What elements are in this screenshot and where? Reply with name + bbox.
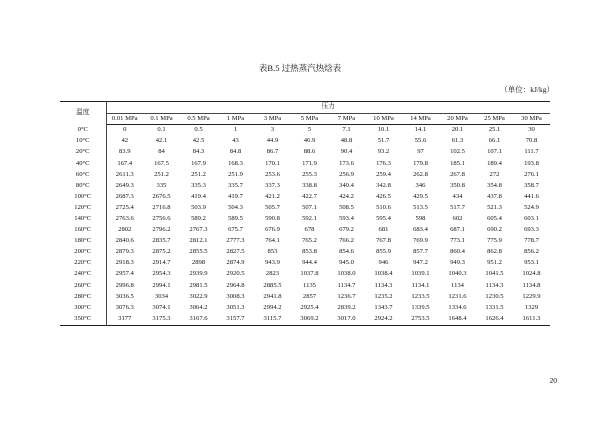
temperature-cell: 100°C: [60, 192, 106, 203]
enthalpy-cell: 504.3: [228, 203, 243, 211]
enthalpy-cell: 2957.4: [115, 270, 134, 278]
enthalpy-cell: 1040.3: [448, 270, 467, 278]
enthalpy-cell: 598: [415, 215, 426, 222]
pressure-column-header: 0.01 MPa: [106, 114, 143, 125]
enthalpy-cell: 2827.5: [226, 248, 245, 256]
enthalpy-cell: 2725.4: [115, 203, 134, 211]
enthalpy-cell: 769.9: [413, 237, 428, 245]
enthalpy-cell: 764.1: [265, 237, 280, 245]
enthalpy-cell: 42: [121, 137, 129, 145]
enthalpy-cell: 167.4: [117, 159, 133, 167]
enthalpy-cell: 2777.3: [226, 237, 245, 245]
enthalpy-cell: 590.8: [265, 215, 280, 222]
enthalpy-cell: 513.5: [413, 203, 428, 211]
pressure-column-header: 1 MPa: [217, 114, 254, 125]
enthalpy-cell: 503.9: [191, 203, 206, 211]
enthalpy-cell: 949.3: [450, 259, 465, 267]
enthalpy-cell: 589.2: [191, 215, 206, 222]
enthalpy-cell: 1134.3: [374, 281, 393, 289]
pressure-column-header: 0.5 MPa: [180, 114, 217, 125]
enthalpy-cell: 943.9: [265, 259, 280, 267]
enthalpy-cell: 1648.4: [439, 314, 476, 326]
enthalpy-cell: 2840.6: [115, 237, 134, 245]
enthalpy-cell: 267.8: [450, 170, 465, 178]
temperature-cell: 10°C: [60, 136, 106, 147]
enthalpy-cell: 524.9: [524, 203, 539, 211]
enthalpy-cell: 1343.7: [374, 303, 393, 311]
pressure-columns-row: [60, 114, 550, 125]
pressure-column-header: 14 MPa: [402, 114, 439, 125]
enthalpy-cell: 1: [233, 126, 238, 134]
enthalpy-cell: 170.1: [265, 159, 280, 167]
enthalpy-cell: 2918.3: [115, 259, 134, 267]
enthalpy-cell: 3034: [154, 292, 169, 300]
enthalpy-cell: 1039.1: [411, 270, 430, 278]
enthalpy-cell: 1230.5: [485, 292, 504, 300]
enthalpy-cell: 262.8: [413, 170, 428, 178]
enthalpy-cell: 595.4: [376, 215, 391, 222]
enthalpy-cell: 589.5: [228, 215, 243, 222]
table-row: [60, 214, 550, 225]
temperature-cell: 0°C: [60, 125, 106, 137]
enthalpy-cell: 422.7: [302, 192, 317, 200]
enthalpy-cell: 2954.3: [152, 270, 171, 278]
enthalpy-cell: 862.8: [487, 248, 502, 256]
enthalpy-cell: 193.8: [524, 159, 539, 167]
enthalpy-cell: 3076.3: [115, 303, 134, 311]
enthalpy-cell: 508.5: [339, 203, 354, 211]
enthalpy-cell: 337.3: [265, 181, 280, 189]
enthalpy-cell: 2839.2: [337, 303, 356, 311]
enthalpy-cell: 2914.7: [152, 259, 171, 267]
enthalpy-cell: 2964.8: [226, 281, 245, 289]
enthalpy-cell: 2996.8: [115, 281, 134, 289]
enthalpy-cell: 102.5: [450, 148, 465, 156]
enthalpy-cell: 2924.2: [365, 314, 402, 326]
enthalpy-cell: 2812.1: [189, 237, 208, 245]
enthalpy-cell: 855.9: [376, 248, 391, 256]
enthalpy-cell: 1229.9: [522, 292, 541, 300]
enthalpy-cell: 2767.3: [189, 226, 208, 234]
enthalpy-cell: 434: [452, 192, 463, 200]
enthalpy-cell: 2835.7: [152, 237, 171, 245]
enthalpy-cell: 358.7: [524, 181, 539, 189]
enthalpy-cell: 603.1: [524, 215, 539, 222]
enthalpy-cell: 176.3: [376, 159, 391, 167]
enthalpy-cell: 592.1: [302, 215, 317, 222]
enthalpy-cell: 338.8: [302, 181, 317, 189]
enthalpy-cell: 2676.5: [152, 192, 171, 200]
enthalpy-cell: 687.1: [450, 226, 465, 234]
enthalpy-cell: 953.1: [524, 259, 539, 267]
enthalpy-cell: 25.1: [488, 126, 501, 134]
enthalpy-cell: 2925.4: [300, 303, 319, 311]
enthalpy-cell: 255.3: [302, 170, 317, 178]
enthalpy-cell: 853: [267, 248, 278, 256]
enthalpy-cell: 593.4: [339, 215, 354, 222]
enthalpy-cell: 1331.5: [485, 303, 504, 311]
table-row: [60, 247, 550, 258]
enthalpy-cell: 66.1: [488, 137, 501, 145]
table-row: [60, 236, 550, 247]
enthalpy-cell: 83.9: [118, 148, 131, 156]
enthalpy-cell: 1135: [303, 281, 316, 289]
temperature-cell: 240°C: [60, 269, 106, 280]
enthalpy-cell: 2823: [265, 270, 280, 278]
pressure-column-header: 5 MPa: [291, 114, 328, 125]
enthalpy-cell: 517.7: [450, 203, 465, 211]
enthalpy-cell: 46.9: [303, 137, 316, 145]
enthalpy-cell: 1339.5: [411, 303, 430, 311]
enthalpy-cell: 1134.7: [337, 281, 356, 289]
table-row: [60, 158, 550, 169]
enthalpy-cell: 429.5: [413, 192, 428, 200]
temperature-cell: 260°C: [60, 280, 106, 291]
table-row: [60, 258, 550, 269]
enthalpy-cell: 419.4: [191, 192, 206, 200]
enthalpy-cell: 1037.8: [300, 270, 319, 278]
enthalpy-cell: 602: [452, 215, 463, 222]
temperature-cell: 180°C: [60, 236, 106, 247]
enthalpy-cell: 675.7: [228, 226, 243, 234]
steam-enthalpy-table: [60, 101, 550, 326]
enthalpy-cell: 3: [270, 126, 275, 134]
enthalpy-cell: 256.9: [339, 170, 354, 178]
table-row: [60, 314, 550, 326]
enthalpy-cell: 1329: [524, 303, 539, 311]
enthalpy-cell: 86.7: [266, 148, 279, 156]
table-row: [60, 203, 550, 214]
pressure-column-header: 20 MPa: [439, 114, 476, 125]
enthalpy-cell: 1041.5: [485, 270, 504, 278]
enthalpy-cell: 766.2: [339, 237, 354, 245]
enthalpy-cell: 2611.3: [115, 170, 134, 178]
pressure-column-header: 7 MPa: [328, 114, 365, 125]
enthalpy-cell: 185.1: [450, 159, 465, 167]
enthalpy-cell: 505.7: [265, 203, 280, 211]
enthalpy-cell: 7.1: [342, 126, 351, 134]
enthalpy-cell: 1236.7: [337, 292, 356, 300]
enthalpy-cell: 111.7: [524, 148, 539, 156]
enthalpy-cell: 1134.3: [485, 281, 504, 289]
enthalpy-cell: 43: [232, 137, 239, 145]
enthalpy-cell: 426.5: [376, 192, 391, 200]
enthalpy-cell: 2885.5: [263, 281, 282, 289]
enthalpy-cell: 48.8: [340, 137, 353, 145]
enthalpy-cell: 0: [123, 126, 127, 134]
pressure-column-header: 30 MPa: [513, 114, 550, 125]
enthalpy-cell: 510.6: [376, 203, 391, 211]
enthalpy-cell: 42.1: [155, 137, 168, 145]
enthalpy-cell: 775.9: [487, 237, 502, 245]
enthalpy-cell: 419.7: [228, 192, 243, 200]
temperature-header: 温度: [60, 102, 106, 125]
temperature-cell: 160°C: [60, 225, 106, 236]
enthalpy-cell: 2687.3: [115, 192, 134, 200]
enthalpy-cell: 179.8: [413, 159, 428, 167]
enthalpy-cell: 521.3: [487, 203, 502, 211]
enthalpy-cell: 2994.1: [152, 281, 171, 289]
enthalpy-cell: 3036.5: [115, 292, 134, 300]
enthalpy-cell: 857.7: [413, 248, 428, 256]
enthalpy-cell: 678: [304, 226, 315, 234]
table-row: [60, 225, 550, 236]
enthalpy-cell: 2763.6: [115, 215, 134, 222]
enthalpy-cell: 3175.3: [143, 314, 180, 326]
temperature-cell: 220°C: [60, 258, 106, 269]
enthalpy-cell: 2756.6: [152, 215, 171, 222]
enthalpy-cell: 20.1: [451, 126, 464, 134]
enthalpy-cell: 2649.3: [115, 181, 134, 189]
enthalpy-cell: 2716.8: [152, 203, 171, 211]
enthalpy-cell: 421.2: [265, 192, 280, 200]
enthalpy-cell: 3177: [106, 314, 143, 326]
enthalpy-cell: 167.5: [154, 159, 169, 167]
enthalpy-cell: 679.2: [339, 226, 354, 234]
enthalpy-cell: 765.2: [302, 237, 317, 245]
temperature-cell: 140°C: [60, 214, 106, 225]
enthalpy-cell: 3157.7: [217, 314, 254, 326]
enthalpy-cell: 3051.3: [226, 303, 245, 311]
temperature-cell: 120°C: [60, 203, 106, 214]
enthalpy-cell: 44.9: [266, 137, 279, 145]
table-row: [60, 269, 550, 280]
enthalpy-cell: 1334.6: [448, 303, 467, 311]
enthalpy-cell: 605.4: [487, 215, 502, 222]
enthalpy-cell: 107.1: [487, 148, 502, 156]
enthalpy-cell: 251.2: [154, 170, 169, 178]
pressure-header: 压力: [106, 102, 550, 114]
temperature-cell: 60°C: [60, 169, 106, 180]
temperature-cell: 80°C: [60, 180, 106, 191]
enthalpy-cell: 340.4: [339, 181, 354, 189]
table-row: [60, 136, 550, 147]
enthalpy-cell: 2941.8: [263, 292, 282, 300]
table-row: [60, 303, 550, 314]
enthalpy-cell: 1611.3: [513, 314, 550, 326]
enthalpy-cell: 1134.1: [411, 281, 430, 289]
enthalpy-cell: 3008.3: [226, 292, 245, 300]
enthalpy-cell: 1231.6: [448, 292, 467, 300]
enthalpy-cell: 683.4: [413, 226, 428, 234]
enthalpy-cell: 3074.1: [152, 303, 171, 311]
enthalpy-cell: 441.6: [524, 192, 539, 200]
table-row: [60, 291, 550, 302]
enthalpy-cell: 10.1: [377, 126, 390, 134]
enthalpy-cell: 90.4: [340, 148, 353, 156]
temperature-cell: 40°C: [60, 158, 106, 169]
enthalpy-cell: 3115.7: [254, 314, 291, 326]
table-row: [60, 180, 550, 191]
temperature-cell: 350°C: [60, 314, 106, 326]
enthalpy-cell: 51.7: [377, 137, 390, 145]
unit-label: （单位：kJ/kg）: [500, 85, 554, 94]
enthalpy-cell: 342.8: [376, 181, 391, 189]
enthalpy-cell: 1235.2: [374, 292, 393, 300]
enthalpy-cell: 2879.3: [115, 248, 134, 256]
enthalpy-cell: 14.1: [414, 126, 427, 134]
page-number: 20: [549, 376, 557, 385]
enthalpy-cell: 335.3: [191, 181, 206, 189]
enthalpy-cell: 947.2: [413, 259, 428, 267]
enthalpy-cell: 2920.5: [226, 270, 245, 278]
enthalpy-cell: 944.4: [302, 259, 317, 267]
enthalpy-cell: 251.9: [228, 170, 243, 178]
enthalpy-cell: 272: [489, 170, 500, 178]
table-title: 表B.5 过热蒸汽热焓表: [258, 63, 342, 73]
enthalpy-cell: 335.7: [228, 181, 243, 189]
enthalpy-cell: 3167.6: [180, 314, 217, 326]
enthalpy-cell: 5: [307, 126, 312, 134]
temperature-cell: 300°C: [60, 303, 106, 314]
enthalpy-cell: 778.7: [524, 237, 539, 245]
enthalpy-cell: 0.1: [157, 126, 166, 134]
table-row: [60, 169, 550, 180]
enthalpy-cell: 2994.2: [263, 303, 282, 311]
enthalpy-cell: 84: [158, 148, 165, 156]
enthalpy-cell: 3022.9: [189, 292, 208, 300]
enthalpy-cell: 61.3: [451, 137, 464, 145]
enthalpy-cell: 2898: [191, 259, 206, 267]
enthalpy-cell: 168.3: [228, 159, 243, 167]
enthalpy-cell: 93.2: [377, 148, 390, 156]
pressure-column-header: 3 MPa: [254, 114, 291, 125]
enthalpy-cell: 773.1: [450, 237, 465, 245]
enthalpy-cell: 2753.5: [402, 314, 439, 326]
pressure-column-header: 25 MPa: [476, 114, 513, 125]
enthalpy-cell: 259.4: [376, 170, 391, 178]
temperature-cell: 280°C: [60, 291, 106, 302]
enthalpy-cell: 0.5: [194, 126, 203, 134]
enthalpy-cell: 507.1: [302, 203, 317, 211]
enthalpy-cell: 2857: [302, 292, 317, 300]
enthalpy-cell: 681: [378, 226, 389, 234]
enthalpy-cell: 945.0: [339, 259, 354, 267]
enthalpy-cell: 2875.2: [152, 248, 171, 256]
enthalpy-cell: 1024.8: [522, 270, 541, 278]
enthalpy-cell: 693.3: [524, 226, 539, 234]
enthalpy-cell: 171.9: [302, 159, 317, 167]
enthalpy-cell: 354.8: [487, 181, 502, 189]
enthalpy-cell: 84.3: [192, 148, 205, 156]
table-row: [60, 147, 550, 158]
enthalpy-cell: 2802: [118, 226, 132, 234]
enthalpy-cell: 1134: [451, 281, 464, 289]
enthalpy-cell: 1233.5: [411, 292, 430, 300]
enthalpy-cell: 253.6: [265, 170, 280, 178]
enthalpy-cell: 173.6: [339, 159, 354, 167]
enthalpy-cell: 276.1: [524, 170, 539, 178]
enthalpy-cell: 676.9: [265, 226, 280, 234]
enthalpy-cell: 690.2: [487, 226, 502, 234]
enthalpy-cell: 167.9: [191, 159, 206, 167]
enthalpy-cell: 3064.2: [189, 303, 208, 311]
enthalpy-cell: 346: [415, 181, 426, 189]
enthalpy-cell: 251.2: [191, 170, 206, 178]
enthalpy-cell: 1038.0: [337, 270, 356, 278]
enthalpy-cell: 2939.9: [189, 270, 208, 278]
enthalpy-cell: 84.8: [229, 148, 242, 156]
enthalpy-cell: 2981.5: [189, 281, 208, 289]
enthalpy-cell: 853.8: [302, 248, 317, 256]
temperature-cell: 20°C: [60, 147, 106, 158]
enthalpy-cell: 424.2: [339, 192, 354, 200]
enthalpy-cell: 55.6: [414, 137, 427, 145]
enthalpy-cell: 2855.5: [189, 248, 208, 256]
pressure-column-header: 0.1 MPa: [143, 114, 180, 125]
table-body: [60, 125, 550, 326]
enthalpy-cell: 88.6: [303, 148, 316, 156]
temperature-cell: 200°C: [60, 247, 106, 258]
enthalpy-cell: 2874.9: [226, 259, 245, 267]
enthalpy-cell: 856.2: [524, 248, 539, 256]
enthalpy-cell: 350.8: [450, 181, 465, 189]
enthalpy-cell: 30: [528, 126, 535, 134]
enthalpy-cell: 3069.2: [291, 314, 328, 326]
enthalpy-cell: 3017.0: [328, 314, 365, 326]
enthalpy-cell: 951.2: [487, 259, 502, 267]
enthalpy-cell: 854.6: [339, 248, 354, 256]
enthalpy-cell: 1134.8: [522, 281, 541, 289]
enthalpy-cell: 335: [156, 181, 167, 189]
enthalpy-cell: 2796.2: [152, 226, 171, 234]
table-row: [60, 125, 550, 137]
enthalpy-cell: 97: [417, 148, 424, 156]
enthalpy-cell: 437.8: [487, 192, 502, 200]
pressure-column-header: 10 MPa: [365, 114, 402, 125]
enthalpy-cell: 767.8: [376, 237, 391, 245]
enthalpy-cell: 1038.4: [374, 270, 393, 278]
table-row: [60, 280, 550, 291]
enthalpy-cell: 860.4: [450, 248, 465, 256]
enthalpy-cell: 1626.4: [476, 314, 513, 326]
enthalpy-cell: 189.4: [487, 159, 502, 167]
enthalpy-cell: 42.5: [192, 137, 205, 145]
enthalpy-cell: 70.8: [525, 137, 538, 145]
table-row: [60, 192, 550, 203]
enthalpy-cell: 946: [378, 259, 389, 267]
